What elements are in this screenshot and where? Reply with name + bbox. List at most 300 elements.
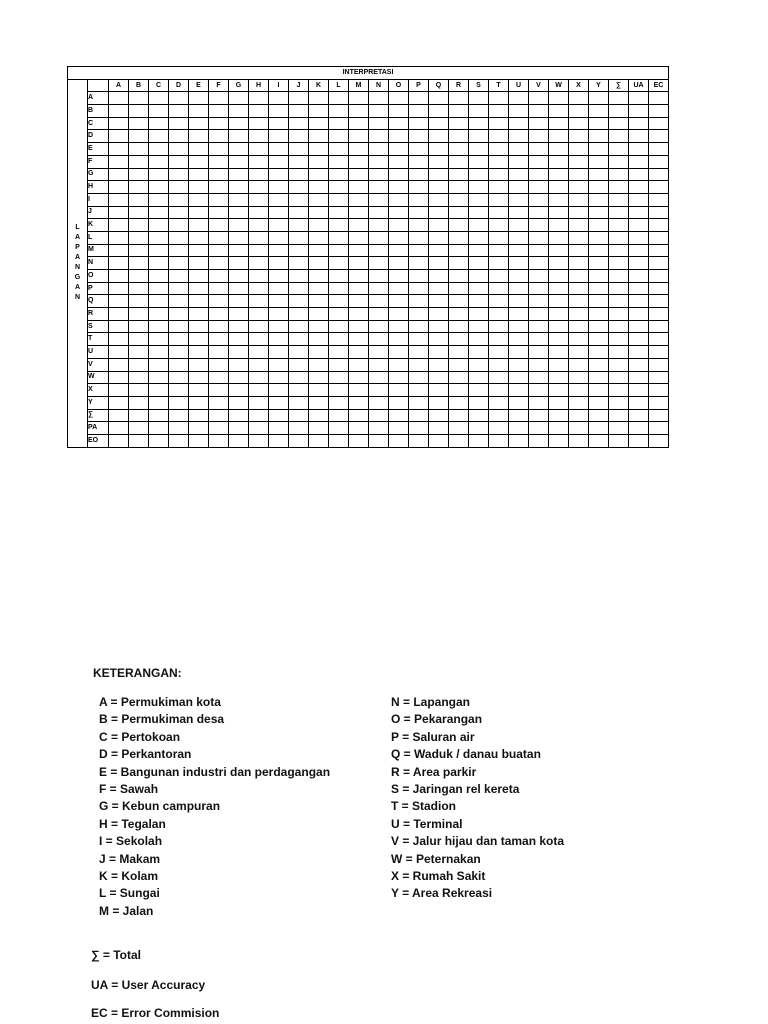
matrix-cell [649, 371, 669, 384]
matrix-cell [189, 206, 209, 219]
table-row [68, 181, 669, 194]
matrix-cell [249, 231, 269, 244]
matrix-cell [589, 409, 609, 422]
matrix-cell [629, 193, 649, 206]
matrix-cell [389, 371, 409, 384]
matrix-cell [129, 206, 149, 219]
matrix-cell [449, 282, 469, 295]
matrix-cell [429, 193, 449, 206]
matrix-cell [549, 409, 569, 422]
matrix-cell [629, 358, 649, 371]
column-header: G [229, 79, 249, 92]
matrix-cell [489, 168, 509, 181]
matrix-cell [409, 117, 429, 130]
matrix-cell [369, 409, 389, 422]
matrix-cell [429, 168, 449, 181]
matrix-cell [529, 143, 549, 156]
matrix-cell [449, 130, 469, 143]
matrix-cell [129, 168, 149, 181]
matrix-cell [169, 409, 189, 422]
matrix-cell [589, 371, 609, 384]
matrix-cell [229, 206, 249, 219]
matrix-cell [469, 105, 489, 118]
column-header: F [209, 79, 229, 92]
matrix-cell [609, 422, 629, 435]
matrix-cell [249, 308, 269, 321]
matrix-cell [489, 181, 509, 194]
matrix-cell [389, 295, 409, 308]
matrix-cell [169, 384, 189, 397]
row-header: S [88, 320, 109, 333]
matrix-cell [409, 155, 429, 168]
matrix-cell [129, 244, 149, 257]
matrix-cell [189, 282, 209, 295]
column-header: I [269, 79, 289, 92]
matrix-cell [269, 244, 289, 257]
matrix-cell [469, 168, 489, 181]
matrix-cell [589, 346, 609, 359]
row-header: F [88, 155, 109, 168]
matrix-cell [249, 384, 269, 397]
row-header: B [88, 105, 109, 118]
matrix-cell [589, 193, 609, 206]
matrix-cell [489, 308, 509, 321]
matrix-cell [189, 257, 209, 270]
matrix-cell [609, 320, 629, 333]
matrix-cell [489, 434, 509, 447]
matrix-cell [429, 181, 449, 194]
matrix-cell [109, 130, 129, 143]
table-row [68, 257, 669, 270]
matrix-cell [529, 92, 549, 105]
matrix-cell [649, 422, 669, 435]
matrix-cell [169, 193, 189, 206]
matrix-cell [509, 155, 529, 168]
row-header: C [88, 117, 109, 130]
column-header: H [249, 79, 269, 92]
matrix-cell [109, 117, 129, 130]
column-header: R [449, 79, 469, 92]
matrix-cell [589, 384, 609, 397]
matrix-cell [609, 206, 629, 219]
matrix-cell [489, 193, 509, 206]
matrix-cell [329, 282, 349, 295]
matrix-cell [569, 244, 589, 257]
legend-item: C = Pertokoan [99, 729, 181, 744]
matrix-cell [529, 168, 549, 181]
matrix-cell [269, 346, 289, 359]
note-error-commission: EC = Error Commision [91, 1006, 220, 1020]
matrix-cell [329, 231, 349, 244]
row-header: EO [88, 434, 109, 447]
matrix-cell [269, 320, 289, 333]
matrix-cell [609, 396, 629, 409]
matrix-cell [109, 371, 129, 384]
matrix-cell [189, 371, 209, 384]
matrix-cell [309, 308, 329, 321]
matrix-cell [609, 143, 629, 156]
matrix-cell [589, 358, 609, 371]
matrix-cell [549, 371, 569, 384]
matrix-cell [309, 295, 329, 308]
side-label-text: L A P A N G A N [74, 224, 81, 302]
matrix-cell [209, 143, 229, 156]
matrix-cell [309, 396, 329, 409]
matrix-cell [389, 168, 409, 181]
matrix-cell [469, 320, 489, 333]
matrix-cell [249, 105, 269, 118]
matrix-cell [369, 320, 389, 333]
matrix-cell [469, 396, 489, 409]
matrix-cell [229, 143, 249, 156]
matrix-cell [589, 295, 609, 308]
legend-item: M = Jalan [99, 903, 154, 918]
matrix-cell [169, 396, 189, 409]
matrix-cell [649, 206, 669, 219]
matrix-cell [249, 346, 269, 359]
matrix-cell [569, 333, 589, 346]
matrix-cell [309, 270, 329, 283]
matrix-cell [409, 282, 429, 295]
matrix-cell [289, 244, 309, 257]
matrix-cell [649, 231, 669, 244]
side-label [68, 79, 88, 447]
matrix-cell [429, 130, 449, 143]
matrix-cell [589, 333, 609, 346]
matrix-cell [449, 105, 469, 118]
legend-item: F = Sawah [99, 781, 159, 796]
matrix-cell [309, 333, 329, 346]
matrix-cell [489, 244, 509, 257]
matrix-cell [329, 384, 349, 397]
legend-right-column [391, 694, 564, 903]
legend-item: Y = Area Rekreasi [391, 886, 493, 901]
matrix-cell [509, 295, 529, 308]
matrix-cell [109, 434, 129, 447]
matrix-cell [109, 231, 129, 244]
matrix-cell [329, 168, 349, 181]
matrix-cell [349, 358, 369, 371]
matrix-cell [649, 130, 669, 143]
matrix-cell [209, 434, 229, 447]
matrix-cell [469, 333, 489, 346]
matrix-cell [469, 130, 489, 143]
matrix-cell [309, 92, 329, 105]
row-header: V [88, 358, 109, 371]
matrix-cell [349, 193, 369, 206]
matrix-cell [569, 181, 589, 194]
matrix-cell [349, 92, 369, 105]
matrix-cell [649, 358, 669, 371]
matrix-cell [329, 105, 349, 118]
matrix-cell [229, 434, 249, 447]
matrix-cell [409, 270, 429, 283]
matrix-cell [629, 105, 649, 118]
matrix-cell [609, 181, 629, 194]
matrix-cell [229, 168, 249, 181]
matrix-cell [349, 181, 369, 194]
matrix-cell [509, 409, 529, 422]
matrix-cell [449, 231, 469, 244]
matrix-cell [429, 384, 449, 397]
matrix-cell [169, 333, 189, 346]
matrix-cell [629, 257, 649, 270]
matrix-cell [369, 143, 389, 156]
matrix-cell [149, 219, 169, 232]
matrix-cell [329, 371, 349, 384]
matrix-cell [229, 244, 249, 257]
matrix-cell [589, 155, 609, 168]
matrix-cell [189, 295, 209, 308]
corner-cell [88, 79, 109, 92]
matrix-cell [369, 193, 389, 206]
matrix-cell [169, 346, 189, 359]
matrix-cell [589, 231, 609, 244]
matrix-cell [449, 257, 469, 270]
matrix-cell [509, 143, 529, 156]
matrix-cell [209, 130, 229, 143]
matrix-cell [609, 295, 629, 308]
matrix-cell [549, 219, 569, 232]
matrix-cell [609, 434, 629, 447]
matrix-cell [349, 117, 369, 130]
matrix-cell [169, 282, 189, 295]
matrix-cell [469, 270, 489, 283]
matrix-cell [269, 409, 289, 422]
matrix-cell [249, 320, 269, 333]
matrix-cell [349, 206, 369, 219]
matrix-cell [209, 409, 229, 422]
matrix-cell [369, 105, 389, 118]
matrix-cell [529, 320, 549, 333]
column-header: ∑ [609, 79, 629, 92]
matrix-cell [369, 244, 389, 257]
matrix-cell [449, 346, 469, 359]
matrix-cell [569, 384, 589, 397]
confusion-matrix [67, 66, 669, 448]
matrix-cell [469, 282, 489, 295]
matrix-cell [349, 231, 369, 244]
matrix-cell [249, 219, 269, 232]
matrix-cell [189, 434, 209, 447]
matrix-cell [609, 130, 629, 143]
table-row [68, 117, 669, 130]
matrix-cell [609, 155, 629, 168]
matrix-cell [269, 270, 289, 283]
matrix-cell [469, 244, 489, 257]
table-row [68, 346, 669, 359]
matrix-cell [269, 282, 289, 295]
legend-item: B = Permukiman desa [99, 712, 225, 727]
matrix-cell [649, 92, 669, 105]
matrix-cell [349, 168, 369, 181]
matrix-cell [629, 422, 649, 435]
matrix-cell [269, 257, 289, 270]
matrix-cell [529, 358, 549, 371]
matrix-cell [309, 409, 329, 422]
matrix-cell [329, 320, 349, 333]
matrix-cell [349, 434, 369, 447]
matrix-cell [229, 358, 249, 371]
matrix-cell [129, 320, 149, 333]
table-row [68, 422, 669, 435]
matrix-cell [529, 130, 549, 143]
matrix-cell [189, 384, 209, 397]
matrix-cell [569, 117, 589, 130]
table-row [68, 358, 669, 371]
matrix-cell [429, 409, 449, 422]
matrix-cell [549, 434, 569, 447]
legend-item: W = Peternakan [391, 851, 481, 866]
matrix-cell [189, 409, 209, 422]
legend-left-column [99, 694, 330, 920]
matrix-cell [189, 396, 209, 409]
matrix-cell [369, 168, 389, 181]
matrix-cell [189, 181, 209, 194]
matrix-cell [489, 143, 509, 156]
matrix-cell [409, 358, 429, 371]
matrix-cell [649, 219, 669, 232]
matrix-cell [649, 409, 669, 422]
matrix-cell [629, 130, 649, 143]
matrix-cell [389, 206, 409, 219]
matrix-cell [369, 333, 389, 346]
matrix-cell [589, 168, 609, 181]
matrix-cell [229, 117, 249, 130]
matrix-cell [309, 130, 329, 143]
matrix-cell [549, 295, 569, 308]
matrix-cell [449, 193, 469, 206]
matrix-cell [409, 168, 429, 181]
matrix-cell [389, 282, 409, 295]
column-header: A [109, 79, 129, 92]
note-total: ∑ = Total [91, 948, 142, 962]
matrix-cell [329, 181, 349, 194]
matrix-cell [409, 181, 429, 194]
matrix-cell [529, 257, 549, 270]
matrix-cell [189, 346, 209, 359]
matrix-cell [409, 105, 429, 118]
matrix-cell [489, 92, 509, 105]
matrix-cell [269, 219, 289, 232]
matrix-cell [589, 219, 609, 232]
matrix-cell [549, 358, 569, 371]
matrix-cell [249, 333, 269, 346]
row-header: T [88, 333, 109, 346]
matrix-cell [629, 396, 649, 409]
matrix-cell [469, 371, 489, 384]
matrix-cell [529, 282, 549, 295]
matrix-cell [389, 219, 409, 232]
matrix-cell [649, 346, 669, 359]
matrix-cell [369, 130, 389, 143]
matrix-cell [389, 434, 409, 447]
matrix-cell [309, 371, 329, 384]
column-header: M [349, 79, 369, 92]
matrix-cell [549, 206, 569, 219]
matrix-cell [329, 295, 349, 308]
matrix-cell [269, 384, 289, 397]
matrix-cell [349, 105, 369, 118]
matrix-cell [649, 117, 669, 130]
matrix-cell [249, 92, 269, 105]
matrix-cell [649, 155, 669, 168]
matrix-cell [569, 219, 589, 232]
matrix-cell [269, 231, 289, 244]
matrix-cell [249, 155, 269, 168]
table-row [68, 282, 669, 295]
matrix-cell [149, 143, 169, 156]
matrix-cell [189, 117, 209, 130]
matrix-cell [229, 384, 249, 397]
matrix-cell [569, 409, 589, 422]
matrix-cell [429, 155, 449, 168]
matrix-cell [349, 270, 369, 283]
matrix-cell [509, 105, 529, 118]
matrix-cell [549, 270, 569, 283]
matrix-cell [589, 244, 609, 257]
matrix-cell [349, 396, 369, 409]
matrix-cell [509, 244, 529, 257]
matrix-cell [609, 92, 629, 105]
matrix-cell [569, 358, 589, 371]
matrix-cell [389, 231, 409, 244]
matrix-cell [409, 231, 429, 244]
matrix-cell [449, 168, 469, 181]
matrix-cell [329, 193, 349, 206]
matrix-cell [629, 181, 649, 194]
matrix-cell [149, 384, 169, 397]
matrix-cell [549, 333, 569, 346]
matrix-cell [269, 358, 289, 371]
matrix-cell [269, 396, 289, 409]
matrix-cell [109, 193, 129, 206]
matrix-cell [369, 384, 389, 397]
matrix-cell [529, 333, 549, 346]
matrix-cell [149, 320, 169, 333]
matrix-cell [289, 320, 309, 333]
column-header: B [129, 79, 149, 92]
matrix-cell [289, 92, 309, 105]
matrix-cell [149, 206, 169, 219]
matrix-cell [129, 257, 149, 270]
matrix-cell [429, 308, 449, 321]
matrix-cell [149, 333, 169, 346]
table-row [68, 244, 669, 257]
matrix-cell [289, 295, 309, 308]
matrix-cell [389, 105, 409, 118]
matrix-cell [189, 270, 209, 283]
matrix-cell [189, 422, 209, 435]
matrix-cell [249, 206, 269, 219]
matrix-cell [569, 155, 589, 168]
matrix-cell [509, 422, 529, 435]
matrix-cell [609, 219, 629, 232]
matrix-cell [649, 320, 669, 333]
matrix-cell [109, 346, 129, 359]
row-header: A [88, 92, 109, 105]
matrix-cell [169, 434, 189, 447]
matrix-cell [129, 358, 149, 371]
matrix-cell [369, 231, 389, 244]
matrix-cell [209, 168, 229, 181]
matrix-cell [209, 193, 229, 206]
matrix-cell [409, 422, 429, 435]
matrix-cell [249, 270, 269, 283]
matrix-cell [109, 155, 129, 168]
matrix-cell [489, 155, 509, 168]
matrix-cell [629, 333, 649, 346]
